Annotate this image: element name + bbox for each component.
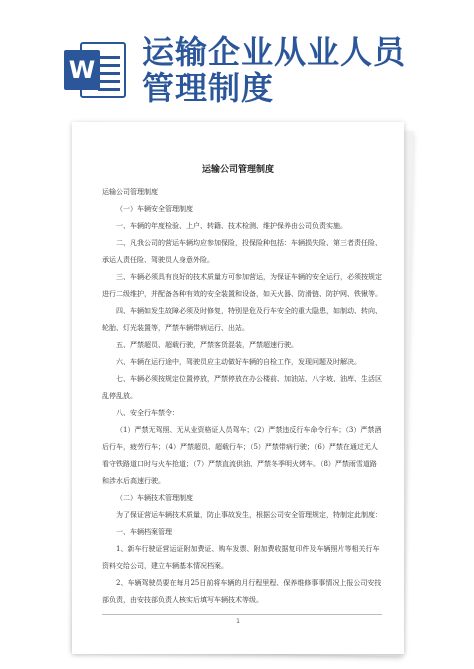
paragraph: 为了保证营运车辆技术质量，防止事故发生，根据公司安全管理规定，特制定此制度： [116,511,382,519]
section-heading: （一）车辆安全管理制度 [116,205,193,213]
word-document-icon [64,38,128,102]
paragraph: 八、安全行车禁令： [116,409,179,417]
paragraph: （1）严禁无驾照、无从业资格证人员驾车；（2）严禁违反行车命令行车；（3）严禁酒后行车，疲劳行车；（4）严禁超员、超载行车；（5）严禁带病行驶；（6）严禁在通过无人看守铁路道口时与火车抢道；（7）严禁直流供油、严禁冬季明火烤车。（8）严禁雨雪道路和涉水后高速行驶。 [102,426,382,485]
paragraph: 三、车辆必须具有良好的技术质量方可参加营运，为保证车辆的安全运行，必须按规定进行二级维护，并配备各种有效的安全装置和设备，如天火器、防滑链、防护网、铁锹等。 [102,273,382,298]
footer-divider [102,614,382,615]
paragraph: 七、车辆必须按规定位置停放，严禁停放在办公楼前、加油站、八字坡、油库、生活区乱停乱放。 [102,375,382,400]
paragraph: 二、凡我公司的营运车辆均应参加保险，投保险种包括：车辆损失险、第三者责任险、承运人责任险、驾驶员人身意外险。 [102,239,382,264]
paragraph: 2、车辆驾驶员要在每月25日前将车辆的月行程里程、保养维修事事情况上报公司安技部负责，由安技部负责人核实后填写车辆技术等级。 [102,579,382,604]
document-body [102,184,382,609]
banner [0,0,474,118]
paragraph: 六、车辆在运行途中，驾驶员应主动做好车辆的自检工作，发现问题及时解决。 [116,358,361,366]
section-heading: （二）车辆技术管理制度 [116,494,193,502]
paragraph: 一、车辆档案管理 [116,528,172,536]
word-badge: W [64,50,100,90]
paragraph: 五、严禁超员、超载行驶，严禁客货混装，严禁超速行驶。 [116,341,298,349]
paragraph: 一、车辆的年度检验、上户、转籍、技术检测、维护保养由公司负责实施。 [116,222,347,230]
paragraph: 运输公司管理制度 [102,188,158,196]
paragraph: 四、车辆如发生故障必须及时修复，特别是危及行车安全的重大隐患，如制动、转向、轮胎、灯光装置等，严禁车辆带病运行、出站。 [102,307,382,332]
document-page [72,122,404,654]
banner-title-line-1: 运输企业从业人员 [142,33,407,71]
page-number: 1 [236,618,240,625]
document-title: 运输公司管理制度 [201,165,274,175]
banner-title-line-2: 管理制度 [142,69,275,107]
banner-title [142,34,462,106]
paragraph: 1、新车行驶证营运证附加费证、购车发票、附加费收据复印件及车辆照片等相关行车资料交给公司，建立车辆基本情况档案。 [102,545,380,570]
